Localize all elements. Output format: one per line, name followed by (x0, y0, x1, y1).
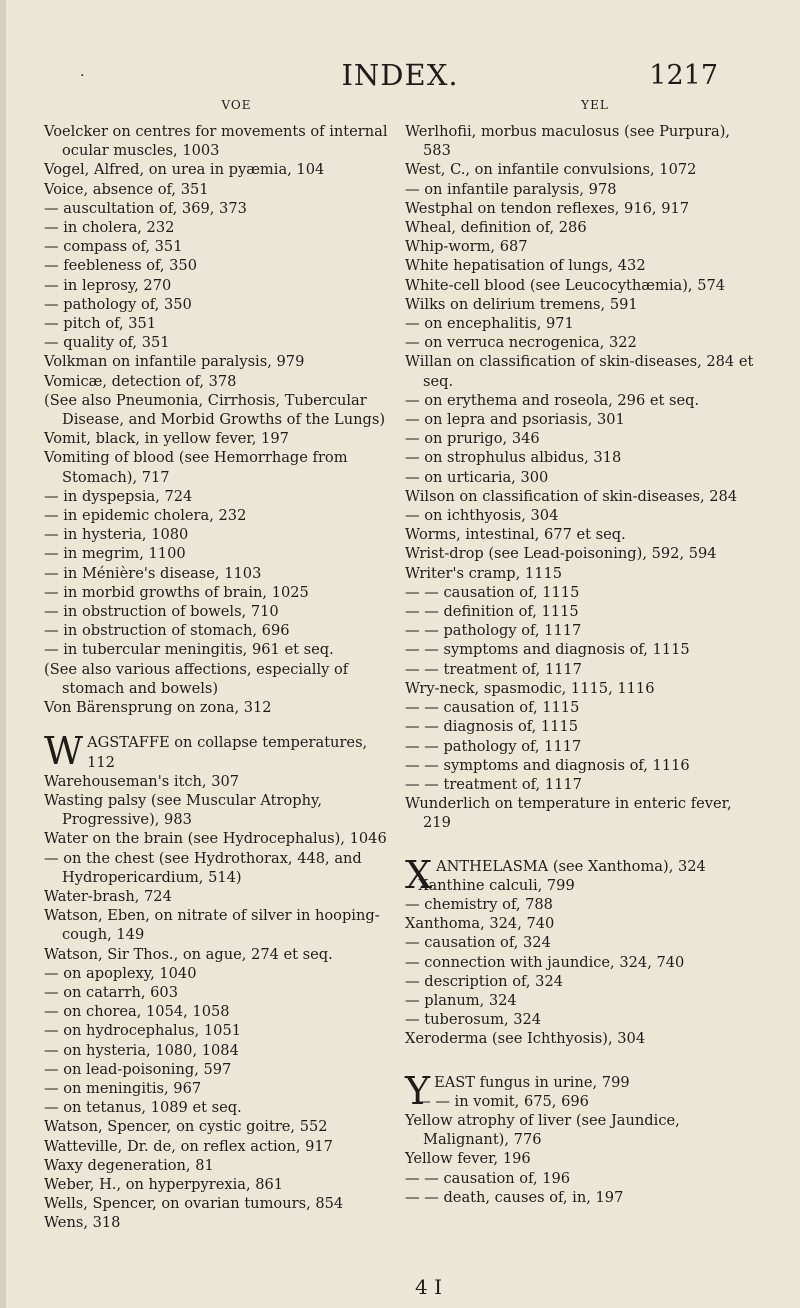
index-entry: Yellow atrophy of liver (see Jaundice, Malignant), 776 (405, 1111, 680, 1149)
index-entry: — planum, 324 (405, 991, 517, 1009)
index-entry: — — treatment of, 1117 (405, 660, 582, 678)
index-entry: Von Bärensprung on zona, 312 (44, 699, 272, 717)
drop-cap-w: W (44, 729, 84, 774)
index-entry: — chemistry of, 788 (405, 895, 553, 913)
index-entry: Xanthoma, 324, 740 (405, 915, 555, 933)
index-entry: Yellow fever, 196 (405, 1150, 531, 1168)
index-entry: — — symptoms and diagnosis of, 1115 (405, 641, 690, 659)
index-entry: Vomit, black, in yellow fever, 197 (44, 430, 289, 448)
index-entry: — — causation of, 196 (405, 1169, 571, 1187)
y-first-entry: EAST fungus in urine, 799 (434, 1073, 630, 1091)
index-entry: — in megrim, 1100 (44, 545, 186, 563)
index-entry: — on strophulus albidus, 318 (405, 449, 622, 467)
right-column (405, 98, 755, 1207)
index-entry: — — in vomit, 675, 696 (416, 1092, 589, 1110)
index-entry: Watson, Eben, on nitrate of silver in hooping-cough, 149 (44, 907, 380, 944)
index-entry: — in obstruction of stomach, 696 (44, 622, 290, 640)
index-entry: — causation of, 324 (405, 934, 551, 952)
index-entry: Vogel, Alfred, on urea in pyæmia, 104 (44, 161, 325, 179)
index-entry: — in dyspepsia, 724 (44, 487, 193, 505)
index-entry: — tuberosum, 324 (405, 1011, 542, 1029)
index-entry: — in hysteria, 1080 (44, 526, 189, 544)
index-entry: — on ichthyosis, 304 (405, 507, 559, 525)
w-entries-continued (405, 122, 755, 833)
index-entry: — — treatment of, 1117 (405, 775, 582, 793)
index-entry: Whip-worm, 687 (405, 238, 528, 256)
right-guide-word: YEL (581, 98, 609, 112)
x-first-entry: ANTHELASMA (see Xanthoma), 324 (436, 857, 706, 875)
index-entry: Warehouseman's itch, 307 (44, 772, 240, 790)
index-entry: — in leprosy, 270 (44, 276, 172, 294)
signature-mark: 4 I (415, 1275, 442, 1299)
index-entry: — — death, causes of, in, 197 (405, 1188, 624, 1206)
index-entry: — on apoplexy, 1040 (44, 964, 197, 982)
index-entry: Willan on classification of skin-diseases, 284 et seq. (405, 353, 754, 390)
index-entry: Watteville, Dr. de, on reflex action, 917 (44, 1137, 333, 1155)
running-title: INDEX. (341, 58, 459, 92)
index-entry: — on meningitis, 967 (44, 1079, 202, 1097)
page-header (0, 58, 800, 98)
index-entry: — in morbid growths of brain, 1025 (44, 583, 309, 601)
index-entry: West, C., on infantile convulsions, 1072 (405, 161, 697, 179)
index-entry: — in tubercular meningitis, 961 et seq. (44, 641, 334, 659)
header-dot: · (80, 68, 85, 84)
index-entry: — pathology of, 350 (44, 295, 192, 313)
index-entry: — on urticaria, 300 (405, 468, 549, 486)
y-section (405, 1068, 755, 1207)
index-entry: Voice, absence of, 351 (44, 180, 209, 198)
index-entry: Worms, intestinal, 677 et seq. (405, 526, 626, 544)
index-entry: Writer's cramp, 1115 (405, 564, 563, 582)
index-entry: — feebleness of, 350 (44, 257, 198, 275)
index-entry: — pitch of, 351 (44, 315, 157, 333)
index-entry: (See also Pneumonia, Cirrhosis, Tubercular Disease, and Morbid Growths of the Lungs) (44, 391, 386, 429)
index-entry: — on prurigo, 346 (405, 430, 540, 448)
index-entry: Vomicæ, detection of, 378 (44, 372, 237, 390)
index-entry: — — causation of, 1115 (405, 699, 580, 717)
index-entry: — on the chest (see Hydrothorax, 448, and Hydropericardium, 514) (44, 849, 362, 886)
w-section (44, 729, 389, 1232)
right-entries (405, 122, 755, 1207)
index-entry: — — diagnosis of, 1115 (405, 718, 579, 736)
index-entry: Wells, Spencer, on ovarian tumours, 854 (44, 1195, 344, 1213)
index-entry: Westphal on tendon reflexes, 916, 917 (405, 199, 690, 217)
index-entry: Wens, 318 (44, 1214, 121, 1232)
left-guide-word: VOE (221, 98, 252, 112)
index-entry: Wheal, definition of, 286 (405, 219, 587, 237)
index-entry: Wasting palsy (see Muscular Atrophy, Progressive), 983 (44, 791, 322, 829)
index-entry: — — definition of, 1115 (405, 603, 579, 621)
index-entry: — auscultation of, 369, 373 (44, 199, 247, 217)
index-entry: Watson, Spencer, on cystic goitre, 552 (44, 1118, 328, 1136)
index-entry: Wilson on classification of skin-diseases, 284 (405, 487, 738, 505)
index-entry: — on lead-poisoning, 597 (44, 1060, 232, 1078)
index-entry: Watson, Sir Thos., on ague, 274 et seq. (44, 945, 333, 963)
left-column (44, 98, 389, 1233)
index-entry: — on lepra and psoriasis, 301 (405, 411, 625, 429)
index-entry: — on hysteria, 1080, 1084 (44, 1041, 239, 1059)
w-entries (44, 772, 389, 1233)
index-entry: — on chorea, 1054, 1058 (44, 1003, 230, 1021)
index-entry: White-cell blood (see Leucocythæmia), 574 (405, 276, 726, 294)
index-entry: Wrist-drop (see Lead-poisoning), 592, 594 (405, 545, 717, 563)
y-entries (405, 1092, 755, 1207)
index-entry: — on verruca necrogenica, 322 (405, 334, 637, 352)
x-section (405, 852, 755, 1049)
index-entry: — on infantile paralysis, 978 (405, 180, 617, 198)
index-entry: Water-brash, 724 (44, 887, 172, 905)
index-entry: — — causation of, 1115 (405, 583, 580, 601)
index-entry: — in Ménière's disease, 1103 (44, 564, 262, 582)
index-entry: — on catarrh, 603 (44, 983, 178, 1001)
index-entry: — quality of, 351 (44, 334, 170, 352)
index-entry: Waxy degeneration, 81 (44, 1156, 214, 1174)
index-entry: — in cholera, 232 (44, 219, 175, 237)
index-entry: — on tetanus, 1089 et seq. (44, 1099, 242, 1117)
index-entry: Wry-neck, spasmodic, 1115, 1116 (405, 679, 655, 697)
index-entry: — description of, 324 (405, 972, 564, 990)
drop-cap-y: Y (405, 1068, 431, 1113)
drop-cap-x: X (405, 852, 433, 897)
index-entry: Wunderlich on temperature in enteric fever, 219 (405, 795, 732, 832)
index-entry: — on hydrocephalus, 1051 (44, 1022, 242, 1040)
index-entry: Vomiting of blood (see Hemorrhage from Stomach), 717 (44, 449, 348, 486)
index-entry: — on encephalitis, 971 (405, 315, 574, 333)
index-entry: — in epidemic cholera, 232 (44, 507, 247, 525)
index-entry: Xeroderma (see Ichthyosis), 304 (405, 1030, 646, 1048)
index-entry: — compass of, 351 (44, 238, 183, 256)
index-entry: (See also various affections, especially of stomach and bowels) (44, 660, 349, 697)
index-entry: Wilks on delirium tremens, 591 (405, 295, 638, 313)
index-entry: — connection with jaundice, 324, 740 (405, 953, 685, 971)
index-entry: Xanthine calculi, 799 (418, 876, 575, 894)
index-entry: — — pathology of, 1117 (405, 622, 582, 640)
page-number: 1217 (649, 60, 718, 91)
w-first-entry: AGSTAFFE on collapse temperatures, 112 (87, 734, 368, 771)
index-entry: Water on the brain (see Hydrocephalus), 1046 (44, 830, 387, 848)
index-entry: White hepatisation of lungs, 432 (405, 257, 646, 275)
index-entry: — — pathology of, 1117 (405, 737, 582, 755)
v-entries (44, 122, 389, 717)
index-entry: — on erythema and roseola, 296 et seq. (405, 391, 700, 409)
x-entries (405, 876, 755, 1049)
index-entry: Volkman on infantile paralysis, 979 (44, 353, 305, 371)
index-entry: Voelcker on centres for movements of internal ocular muscles, 1003 (44, 123, 388, 160)
index-entry: Werlhofii, morbus maculosus (see Purpura), 583 (405, 123, 731, 160)
index-entry: — in obstruction of bowels, 710 (44, 603, 279, 621)
index-entry: — — symptoms and diagnosis of, 1116 (405, 756, 690, 774)
left-entries (44, 122, 389, 1233)
index-entry: Weber, H., on hyperpyrexia, 861 (44, 1175, 284, 1193)
page-spine-edge (0, 0, 6, 1308)
